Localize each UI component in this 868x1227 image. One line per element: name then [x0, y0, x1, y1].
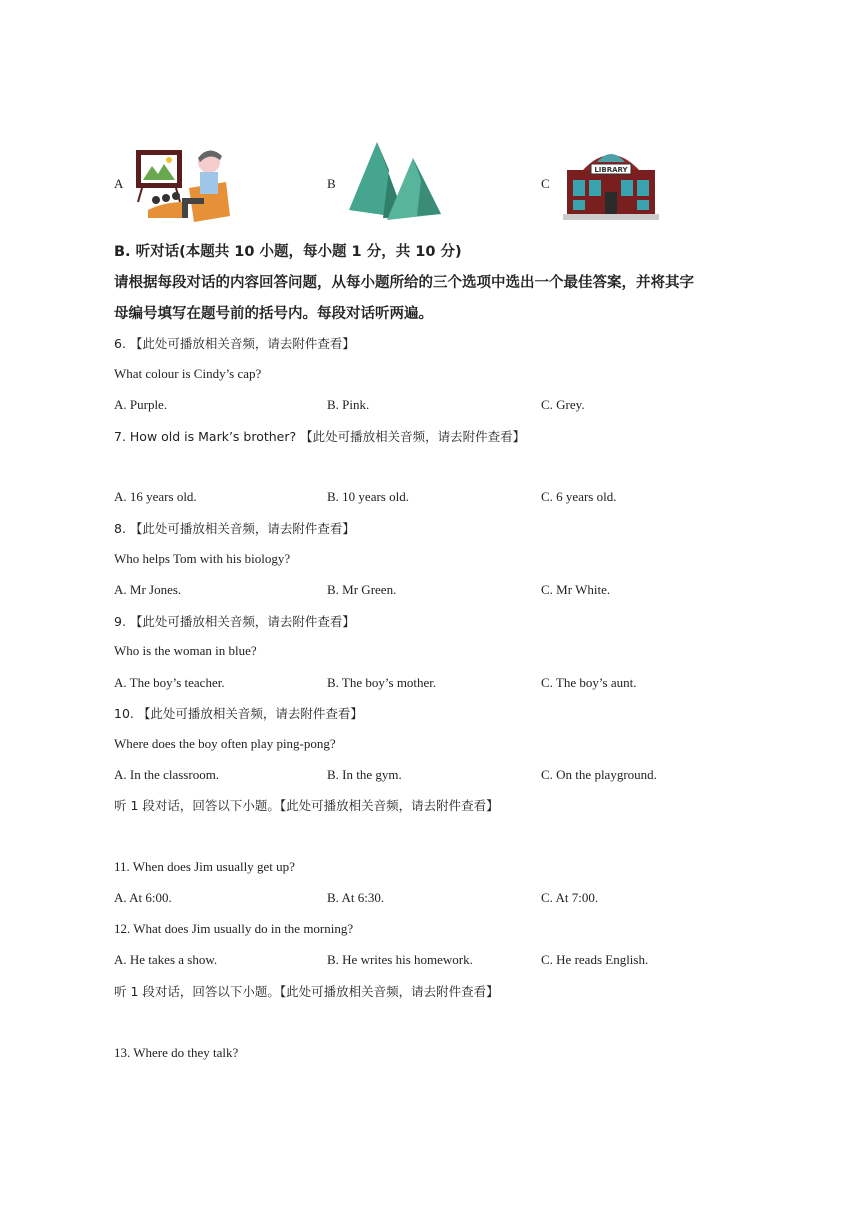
question-10-text: Where does the boy often play ping-pong?	[114, 736, 336, 751]
question-10-option-b: B. In the gym.	[327, 767, 402, 782]
question-9-option-c: C. The boy’s aunt.	[541, 675, 637, 690]
cinema-icon	[134, 140, 234, 225]
picture-options	[0, 140, 868, 225]
question-8-option-b: B. Mr Green.	[327, 582, 397, 597]
question-6-option-b: B. Pink.	[327, 397, 370, 412]
question-6-head: 6. 【此处可播放相关音频，请去附件查看】	[114, 336, 355, 351]
question-7-option-c: C. 6 years old.	[541, 489, 617, 504]
question-6-option-c: C. Grey.	[541, 397, 585, 412]
option-letter: B	[327, 176, 336, 191]
question-8-option-a: A. Mr Jones.	[114, 582, 182, 597]
question-10-option-a: A. In the classroom.	[114, 767, 220, 782]
library-icon	[561, 140, 661, 222]
section-instruction-line-1: 请根据每段对话的内容回答问题，从每小题所给的三个选项中选出一个最佳答案，并将其字	[114, 275, 694, 291]
question-8-text: Who helps Tom with his biology?	[114, 551, 291, 566]
option-letter: A	[114, 176, 124, 191]
question-9-option-b: B. The boy’s mother.	[327, 675, 437, 690]
mountains-icon	[347, 140, 443, 225]
question-13-text: 13. Where do they talk?	[114, 1045, 239, 1060]
dialogue-group-1-head: 听 1 段对话，回答以下小题。【此处可播放相关音频，请去附件查看】	[114, 798, 499, 813]
question-7-option-a: A. 16 years old.	[114, 489, 197, 504]
question-9-head: 9. 【此处可播放相关音频，请去附件查看】	[114, 614, 355, 629]
question-11-text: 11. When does Jim usually get up?	[114, 859, 295, 874]
question-11-option-a: A. At 6:00.	[114, 890, 172, 905]
question-7-head: 7. How old is Mark’s brother? 【此处可播放相关音频，请去附件查看】	[114, 429, 526, 444]
section-title: B. 听对话(本题共 10 小题，每小题 1 分，共 10 分)	[114, 244, 462, 260]
question-6-option-a: A. Purple.	[114, 397, 168, 412]
picture-option-a	[114, 140, 244, 225]
question-9-option-a: A. The boy’s teacher.	[114, 675, 225, 690]
question-10-head: 10. 【此处可播放相关音频，请去附件查看】	[114, 706, 363, 721]
question-11-option-b: B. At 6:30.	[327, 890, 385, 905]
question-7-option-b: B. 10 years old.	[327, 489, 409, 504]
section-instruction-line-2: 母编号填写在题号前的括号内。每段对话听两遍。	[114, 306, 433, 322]
question-6-text: What colour is Cindy’s cap?	[114, 366, 262, 381]
question-8-head: 8. 【此处可播放相关音频，请去附件查看】	[114, 521, 355, 536]
question-11-option-c: C. At 7:00.	[541, 890, 599, 905]
option-letter: C	[541, 176, 550, 191]
question-8-option-c: C. Mr White.	[541, 582, 611, 597]
picture-option-c	[541, 140, 671, 225]
dialogue-group-2-head: 听 1 段对话，回答以下小题。【此处可播放相关音频，请去附件查看】	[114, 984, 499, 999]
question-12-text: 12. What does Jim usually do in the morning?	[114, 921, 354, 936]
picture-option-b	[327, 140, 457, 225]
question-12-option-a: A. He takes a show.	[114, 952, 218, 967]
question-12-option-b: B. He writes his homework.	[327, 952, 473, 967]
question-9-text: Who is the woman in blue?	[114, 643, 257, 658]
question-10-option-c: C. On the playground.	[541, 767, 657, 782]
library-sign: LIBRARY	[594, 166, 628, 174]
question-12-option-c: C. He reads English.	[541, 952, 649, 967]
